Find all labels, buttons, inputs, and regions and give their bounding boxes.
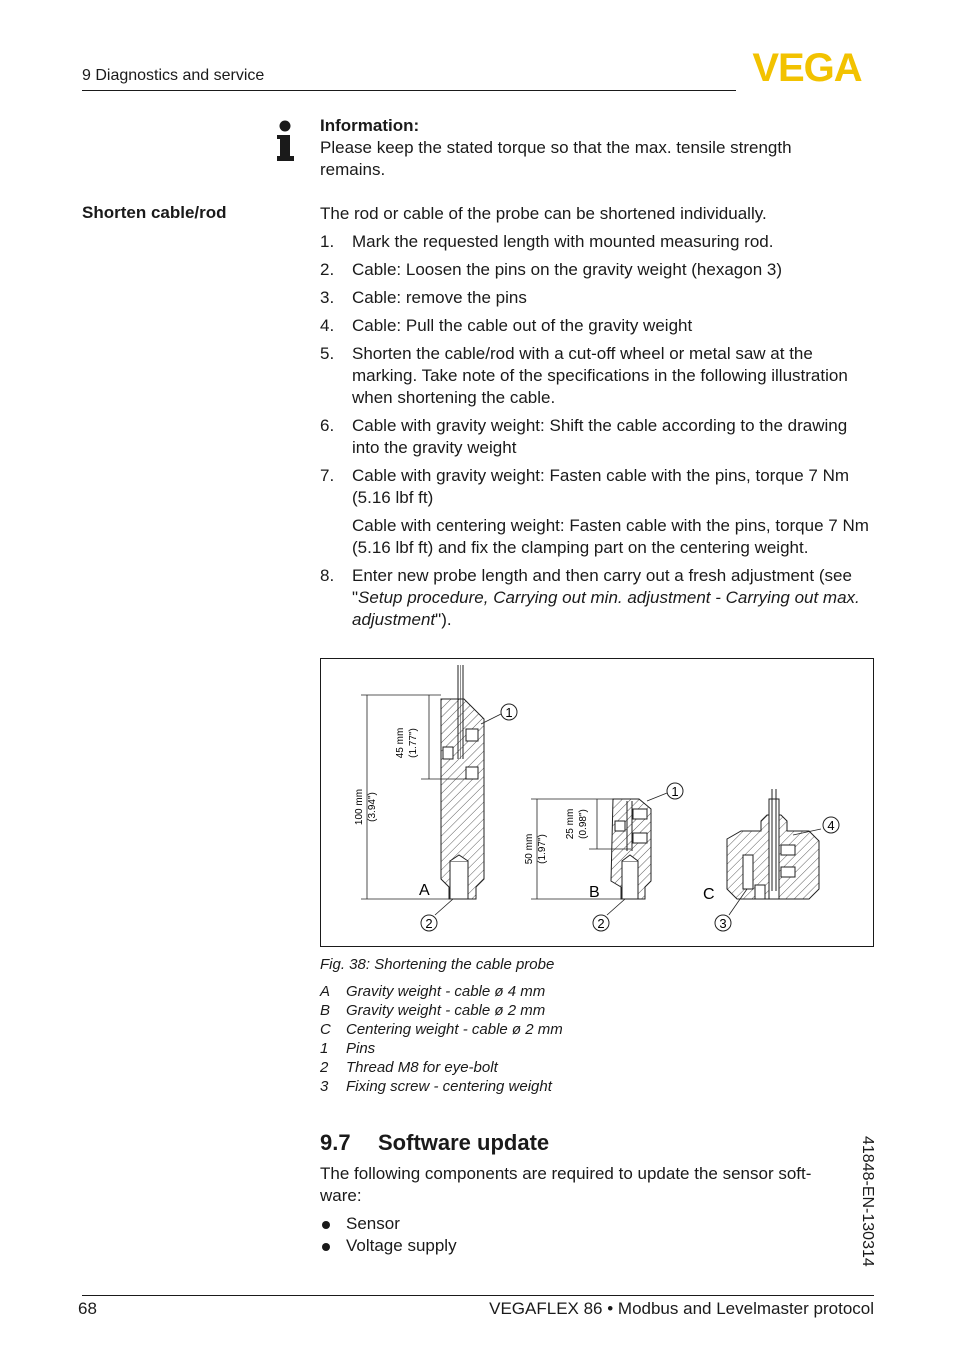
c-pin xyxy=(781,845,795,855)
software-intro: The following components are required to update the sensor soft-ware: xyxy=(320,1164,812,1205)
callout-3-label: 3 xyxy=(719,916,727,931)
legend-row: A Gravity weight - cable ø 4 mm xyxy=(320,983,546,1000)
step-text: Cable: Loosen the pins on the gravity weight (hexagon 3) xyxy=(352,260,782,279)
letter-a: A xyxy=(419,882,430,899)
step-number: 6. xyxy=(320,416,335,435)
step-text: Mark the requested length with mounted measuring rod. xyxy=(352,232,774,251)
step-number: 5. xyxy=(320,344,335,363)
step-item xyxy=(320,315,876,337)
legend-row: 3 Fixing screw - centering weight xyxy=(320,1078,552,1095)
software-components-list xyxy=(320,1213,457,1257)
letter-c: C xyxy=(703,886,715,903)
c-cable-channel xyxy=(769,799,779,899)
c-fixing-screw xyxy=(743,855,753,889)
b-upper-mm: 25 mm xyxy=(565,808,576,840)
figure-caption: Fig. 38: Shortening the cable probe xyxy=(320,956,555,973)
a-upper-in: (1.77") xyxy=(408,728,419,758)
step-item xyxy=(320,287,876,309)
c-pin xyxy=(781,867,795,877)
b-total-mm: 50 mm xyxy=(524,833,535,865)
step-item xyxy=(320,465,876,559)
list-item: Voltage supply xyxy=(320,1235,457,1257)
header-section-title: 9 Diagnostics and service xyxy=(82,67,265,84)
header-rule xyxy=(82,90,736,91)
step-text: Cable: Pull the cable out of the gravity weight xyxy=(352,316,693,335)
figure-shortening-cable-probe xyxy=(320,658,874,947)
vega-logo-text: VEGA xyxy=(752,50,862,84)
step-text: Shorten the cable/rod with a cut-off wheel or metal saw at the marking. Take note of the specifications in the following illustration when shortening the cable. xyxy=(352,344,848,407)
letter-b: B xyxy=(589,884,600,901)
step-item xyxy=(320,231,876,253)
callout-4-label: 4 xyxy=(827,818,835,833)
vega-logo xyxy=(740,50,874,84)
step-number: 8. xyxy=(320,566,335,585)
shorten-intro: The rod or cable of the probe can be shortened individually. xyxy=(320,204,767,223)
step-text: Cable: remove the pins xyxy=(352,288,527,307)
section-number: 9.7 xyxy=(320,1130,351,1155)
information-title: Information: xyxy=(320,116,420,135)
step-item xyxy=(320,415,876,459)
callout-1-a-label: 1 xyxy=(505,705,513,720)
figure-legend xyxy=(320,982,563,1096)
b-total-in: (1.97") xyxy=(537,834,548,864)
legend-row: 2 Thread M8 for eye-bolt xyxy=(320,1059,498,1076)
b-pin xyxy=(633,833,647,843)
a-thread-bore xyxy=(450,861,468,899)
step-number: 4. xyxy=(320,316,335,335)
step-number: 7. xyxy=(320,466,335,485)
shorten-side-label: Shorten cable/rod xyxy=(82,203,227,222)
information-text: Please keep the stated torque so that the max. tensile strength remains. xyxy=(320,138,792,179)
step-number: 3. xyxy=(320,288,335,307)
step-item xyxy=(320,565,876,631)
callout-2-a-label: 2 xyxy=(425,916,433,931)
callout-1-b-label: 1 xyxy=(671,784,679,799)
step-number: 2. xyxy=(320,260,335,279)
document-code: 41848-EN-130314 xyxy=(859,1136,876,1267)
step-text: Cable with gravity weight: Shift the cable according to the drawing into the gravity weight xyxy=(352,416,848,457)
step-text: Cable with gravity weight: Fasten cable with the pins, torque 7 Nm (5.16 lbf ft) xyxy=(352,466,850,507)
step-text-reference: Setup procedure, Carrying out min. adjustment - Carrying out max. adjustment xyxy=(352,588,860,629)
b-pin xyxy=(615,821,625,831)
a-upper-mm: 45 mm xyxy=(395,727,406,759)
step-item xyxy=(320,343,876,409)
information-note xyxy=(320,115,860,181)
a-total-in: (3.94") xyxy=(367,792,378,822)
step-item xyxy=(320,259,876,281)
b-pin xyxy=(633,809,647,819)
page-number: 68 xyxy=(78,1299,97,1318)
footer-title: VEGAFLEX 86 • Modbus and Levelmaster protocol xyxy=(489,1299,874,1318)
step-number: 1. xyxy=(320,232,335,251)
legend-row: C Centering weight - cable ø 2 mm xyxy=(320,1021,563,1038)
step-subtext: Cable with centering weight: Fasten cable with the pins, torque 7 Nm (5.16 lbf ft) and fix the clamping part on the centering weight. xyxy=(352,516,869,557)
step-text-end: "). xyxy=(435,610,452,629)
a-pin xyxy=(466,729,478,741)
a-pin xyxy=(443,747,453,759)
legend-row: B Gravity weight - cable ø 2 mm xyxy=(320,1002,546,1019)
b-upper-in: (0.98") xyxy=(578,809,589,839)
section-heading-software-update xyxy=(320,1130,549,1156)
info-icon xyxy=(274,120,296,162)
step-text: Enter new probe length and then carry out a fresh adjustment (see " xyxy=(352,566,852,607)
b-thread-bore xyxy=(622,861,638,899)
a-total-mm: 100 mm xyxy=(354,788,365,826)
shorten-steps-list xyxy=(320,231,876,637)
callout-2-b-label: 2 xyxy=(597,916,605,931)
a-pin xyxy=(466,767,478,779)
legend-row: 1 Pins xyxy=(320,1040,376,1057)
figure-drawing xyxy=(321,659,873,946)
list-item: Sensor xyxy=(320,1213,457,1235)
section-title: Software update xyxy=(378,1130,550,1155)
footer-rule xyxy=(82,1295,874,1296)
